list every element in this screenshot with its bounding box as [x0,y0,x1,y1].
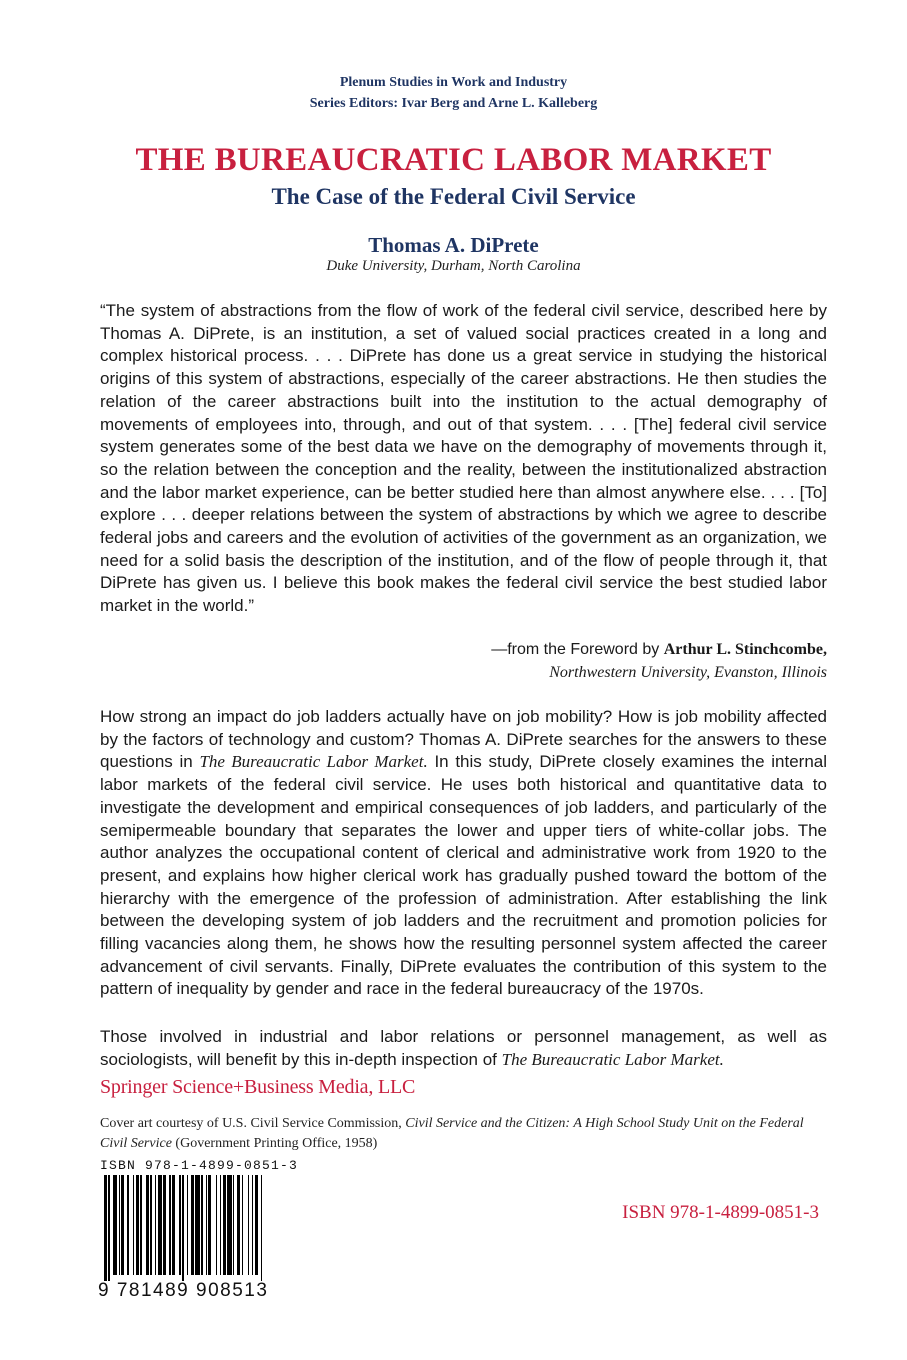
barcode-bar [104,1175,107,1281]
book-subtitle: The Case of the Federal Civil Service [271,184,636,209]
barcode-bar [163,1175,166,1275]
barcode-bar [223,1175,226,1275]
description-book-title: The Bureaucratic Labor Market. [199,752,428,772]
quote-attribution [491,638,827,684]
barcode-bar [255,1175,258,1275]
barcode-bar [179,1175,180,1275]
series-name: Plenum Studies in Work and Industry [339,75,568,90]
barcode-bar [206,1175,207,1275]
barcode-isbn-label: ISBN 978-1-4899-0851-3 [100,1158,299,1173]
barcode-bar [119,1175,120,1275]
barcode-bar [242,1175,243,1275]
audience-text: Those involved in industrial and labor relations or personnel management, as well as sociologists, will benefit by this in-depth inspection of [100,1027,827,1069]
barcode-bar [113,1175,117,1275]
barcode-bar [108,1175,109,1281]
barcode-bar [133,1175,134,1275]
series-editors: Series Editors: Ivar Berg and Arne L. Kalleberg [309,96,598,111]
barcode-bar [252,1175,253,1275]
barcode-bar [248,1175,249,1275]
isbn-number: ISBN 978-1-4899-0851-3 [622,1202,819,1223]
description-text-2: In this study, DiPrete closely examines the internal labor markets of the federal civil service. He uses both historical and quantitative data to investigate the development and empirical consequences of job ladders, and particularly of the semipermeable boundary that separates the lower and upper tiers of white-collar jobs. The author analyzes the occupational content of clerical and administrative work from 1920 to the present, and explains how higher clerical work has gradually pushed toward the bottom of the hierarchy with the emergence of the profession of administration. After establishing the link between the developing system of job ladders and the recruitment and promotion policies for filling vacancies along them, he shows how the resulting personnel system affected the career advancement of civil servants. Finally, DiPrete evaluates the contribution of this system to the pattern of inequality by gender and race in the federal bureaucracy of the 1970s. [100,752,828,999]
attribution-prefix: —from the Foreword by [491,641,660,658]
barcode-bar [187,1175,188,1275]
author-name: Thomas A. DiPrete [368,233,539,257]
barcode-bar [158,1175,162,1275]
barcode-bar [140,1175,141,1275]
barcode-bar [136,1175,139,1275]
barcode-bar [261,1175,262,1281]
credit-text-1: Cover art courtesy of U.S. Civil Service Commission, [100,1116,402,1131]
series-info [0,72,907,114]
description-paragraph [100,706,827,1001]
barcode-bar [127,1175,128,1275]
book-title: THE BUREAUCRATIC LABOR MARKET [135,142,772,178]
barcode-bar [201,1175,202,1275]
cover-art-credit [100,1114,827,1154]
audience-paragraph [100,1026,827,1071]
publisher-name: Springer Science+Business Media, LLC [100,1076,416,1098]
attribution-affiliation: Northwestern University, Evanston, Illinois [549,664,827,681]
barcode-bar [182,1175,183,1281]
attribution-name: Arthur L. Stinchcombe, [663,641,827,658]
barcode-bar [216,1175,217,1275]
barcode-bar [150,1175,151,1275]
barcode-bar [237,1175,240,1275]
barcode-bar [191,1175,194,1275]
barcode-bar [172,1175,175,1275]
barcode-bar [155,1175,156,1275]
barcode-bar [121,1175,124,1275]
barcode-bar [208,1175,211,1275]
credit-source-title: Civil Service and the Citizen: A High School Study Unit on the Federal Civil Service [100,1116,804,1151]
barcode-bar [169,1175,170,1275]
description-text-1: How strong an impact do job ladders actually have on job mobility? How is job mobility affected by the factors of technology and custom? Thomas A. DiPrete searches for the answers to these questions in [100,707,827,772]
credit-text-2: (Government Printing Office, 1958) [175,1136,378,1151]
barcode-bar [146,1175,149,1275]
barcode-digits: 9 781489 908513 [98,1280,269,1301]
author-affiliation: Duke University, Durham, North Carolina [326,258,581,274]
barcode-bar [220,1175,221,1275]
barcode-bar [227,1175,231,1275]
audience-book-title: The Bureaucratic Labor Market. [501,1049,724,1069]
barcode-bar [195,1175,199,1275]
barcode [104,1175,304,1281]
barcode-bar [233,1175,234,1275]
foreword-quote: “The system of abstractions from the flow of work of the federal civil service, described here by Thomas A. DiPrete, is an institution, a set of valued social practices created in a long and complex historical process. . . . DiPrete has done us a great service in studying the historical origins of this system of abstractions, especially of the career abstractions. He then studies the relation of the career abstractions built into the institution to the actual demography of movements of employees into, through, and out of that system. . . . [The] federal civil service system generates some of the best data we have on the demography of movements through it, so the relation between the conception and the reality, between the institutionalized abstraction and the labor market experience, can be better studied here than almost anywhere else. . . . [To] explore . . . deeper relations between the system of abstractions by which we agree to describe federal jobs and careers and the evolution of activities of the government as an organization, we need for a solid basis the description of the institution, and of the flow of people through it, that DiPrete has given us. I believe this book makes the federal civil service the best studied labor market in the world.” [100,301,827,616]
